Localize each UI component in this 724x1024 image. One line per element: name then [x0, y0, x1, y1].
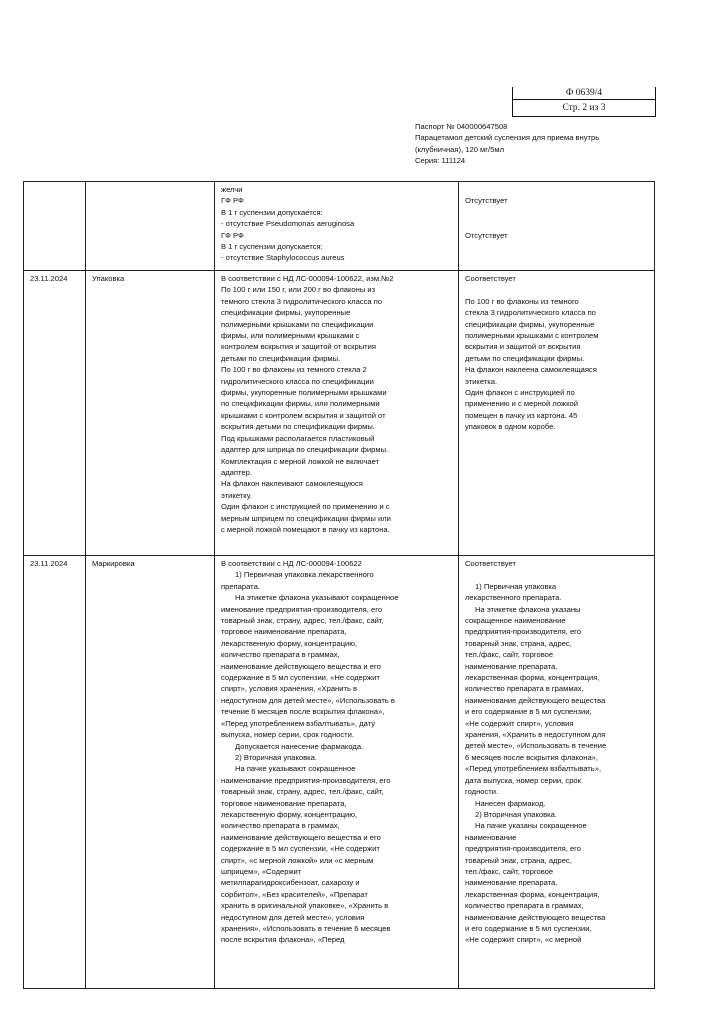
spec-line: выпуска, номер серии, срок годности. — [221, 730, 354, 740]
result-line: вскрытия и защитой от вскрытия — [465, 342, 581, 352]
result-line: хранения, «Хранить в недоступном для — [465, 730, 606, 740]
table-row — [24, 271, 655, 556]
result-line: По 100 г во флаконы из темного — [465, 296, 579, 306]
spec-line: количество препарата в граммах, — [221, 650, 340, 660]
spec-line: торговое наименование препарата, — [221, 627, 347, 637]
spec-line: темного стекла 3 гидролитического класса по — [221, 296, 383, 306]
spec-line: именование предприятия-производителя, его — [221, 604, 383, 614]
result-cell — [459, 182, 655, 271]
spec-line: контролем вскрытия и защитой от вскрытия — [221, 342, 376, 352]
result-line: упаковок в одном коробе. — [465, 422, 556, 432]
result-line: наименование препарата, — [465, 878, 558, 888]
spec-line: адаптер для шприца по спецификации фирмы. — [221, 445, 389, 455]
result-line: На пачке указаны сокращенное — [475, 821, 587, 831]
spec-line: хранения», «Использовать в течение 6 месяцев — [221, 924, 391, 933]
spec-line: Один флакон с инструкцией по применению и с — [221, 502, 390, 512]
result-line: детьми по спецификации фирмы. — [465, 353, 585, 363]
result-line: Соответствует — [465, 274, 516, 283]
result-line: количество препарата в граммах, — [465, 901, 584, 911]
passport-number: Паспорт № 040000647508 — [415, 122, 508, 131]
result-line: «Не содержит спирт», «с мерной — [465, 935, 582, 945]
result-line: 1) Первичная упаковка — [475, 581, 557, 591]
product-dose: (клубничная), 120 мг/5мл — [415, 144, 505, 154]
spec-line: крышками с контролем вскрытия и защитой от — [221, 410, 386, 420]
page-number: Стр. 2 из 3 — [562, 103, 606, 113]
spacer — [465, 207, 649, 218]
spec-line: 1) Первичная упаковка лекарственного — [235, 570, 374, 580]
spec-line: торговое наименование препарата, — [221, 798, 347, 808]
result-line: предприятия-производителя, его — [465, 844, 582, 854]
result-line: и его содержание в 5 мл суспензии, — [465, 707, 592, 717]
form-header-box — [512, 87, 656, 117]
result-line: «Перед употреблением взбалтывать», — [465, 764, 602, 774]
spec-line: после вскрытия флакона», «Перед — [221, 935, 345, 945]
spec-line: наименование действующего вещества и его — [221, 661, 381, 671]
result-line: 6 месяцев после вскрытия флакона», — [465, 752, 599, 762]
passport-block — [415, 121, 655, 167]
product-name: Парацетамол детский суспензия для приема внутрь — [415, 133, 600, 143]
result-line: этикетка. — [465, 376, 498, 386]
spec-line: На флакон наклеивают самоклеящуюся — [221, 479, 363, 489]
spec-line: 2) Вторичная упаковка. — [235, 752, 317, 762]
spec-cell — [215, 182, 459, 271]
spec-line: течение 6 месяцев после вскрытия флакона», — [221, 707, 385, 717]
result-line: Нанесен фармакод. — [475, 798, 546, 808]
result-line: лекарственного препарата. — [465, 593, 562, 603]
batch-number: Серия: 111124 — [415, 156, 466, 166]
result-line: 2) Вторичная упаковка. — [475, 809, 557, 819]
spec-line: По 100 г или 150 г, или 200 г во флаконы из — [221, 285, 376, 295]
spec-line: содержание в 5 мл суспензии, «Не содержит — [221, 673, 380, 683]
spacer — [465, 218, 649, 229]
spec-line: шприцем», «Содержит — [221, 866, 302, 876]
date-cell — [24, 182, 86, 271]
result-line: и его содержание в 5 мл суспензии, — [465, 923, 592, 933]
result-line: Один флакон с инструкцией по — [465, 388, 575, 398]
spec-line: «Перед употреблением взбалтывать», дату — [221, 718, 376, 728]
spec-line: В 1 г суспензии допускается: — [221, 242, 323, 252]
result-line: спецификации фирмы, укупоренные — [465, 319, 595, 329]
spec-line: В соответствии с НД ЛС-000094-100622, изм.№2 — [221, 274, 394, 283]
spec-line: хранить в оригинальной упаковке», «Хранить в — [221, 901, 389, 911]
result-line: На флакон наклеена самоклеящаяся — [465, 365, 597, 375]
spacer — [465, 184, 649, 195]
spec-line: желчи — [221, 185, 243, 194]
result-line: Отсутствует — [465, 196, 508, 206]
spec-line: На пачке указывают сокращенное — [235, 764, 356, 774]
result-line: На этикетке флакона указаны — [475, 604, 581, 614]
table-row — [24, 556, 655, 989]
spec-line: ГФ РФ — [221, 230, 244, 240]
result-line: количество препарата в граммах, — [465, 684, 584, 694]
spec-line: сорбитол», «Без красителей», «Препарат — [221, 889, 368, 899]
spec-line: фирмы, укупоренные полимерными крышками — [221, 388, 387, 398]
result-line: предприятия-производителя, его — [465, 627, 582, 637]
result-line: применению и с мерной ложкой — [465, 399, 578, 409]
indicator-cell — [86, 182, 215, 271]
result-line: полимерными крышками с контролем — [465, 331, 599, 341]
spec-line: ГФ РФ — [221, 196, 244, 206]
result-line: наименование действующего вещества — [465, 695, 606, 705]
result-line: тел./факс, сайт, торговое — [465, 650, 554, 660]
spacer — [465, 284, 649, 295]
spec-line: мерным шприцем по спецификации фирмы или — [221, 513, 391, 523]
result-line: лекарственная форма, концентрация, — [465, 673, 600, 683]
result-line: тел./факс, сайт, торговое — [465, 866, 554, 876]
spec-line: На этикетке флакона указывают сокращенное — [235, 593, 399, 603]
spec-line: с мерной ложкой помещают в пачку из картона. — [221, 524, 390, 534]
spec-line: препарата. — [221, 581, 260, 591]
result-line: лекарственная форма, концентрация, — [465, 889, 600, 899]
result-line: детей месте», «Использовать в течение — [465, 741, 607, 751]
spec-line: По 100 г во флаконы из темного стекла 2 — [221, 365, 367, 375]
spec-line: товарный знак, страну, адрес, тел./факс, сайт, — [221, 787, 384, 797]
spec-line: по спецификации фирмы, или полимерными — [221, 399, 380, 409]
spec-cell — [215, 556, 459, 989]
result-line: товарный знак, страна, адрес, — [465, 638, 572, 648]
result-line: «Не содержит спирт», условия — [465, 718, 574, 728]
spec-line: Комплектация с мерной ложкой не включает — [221, 456, 380, 466]
result-line: наименование действующего вещества — [465, 912, 606, 922]
form-box-border-bottom — [512, 116, 656, 117]
result-line: годности. — [465, 787, 499, 797]
spec-line: вскрытия детьми по спецификации фирмы. — [221, 422, 375, 432]
spec-line: недоступном для детей месте», «Использовать в — [221, 695, 395, 705]
spec-line: этикетку. — [221, 490, 252, 500]
spec-line: спирт», условия хранения, «Хранить в — [221, 684, 358, 694]
spec-line: спецификации фирмы, укупоренные — [221, 308, 351, 318]
spec-line: гидролитического класса по спецификации — [221, 376, 374, 386]
spec-line: содержание в 5 мл суспензии, «Не содержит — [221, 844, 380, 854]
result-line: наименование — [465, 832, 517, 842]
spec-line: лекарственную форму, концентрацию, — [221, 638, 358, 648]
date-cell: 23.11.2024 — [24, 556, 86, 989]
result-line: сокращенное наименование — [465, 616, 566, 626]
result-cell — [459, 556, 655, 989]
result-line: дата выпуска, номер серии, срок — [465, 775, 581, 785]
spec-line: метилпарагидроксибензоат, сахарозу и — [221, 878, 360, 888]
spec-line: Допускается нанесение фармакода. — [235, 741, 364, 751]
result-line: Соответствует — [465, 559, 516, 568]
spec-cell — [215, 271, 459, 556]
spec-line: количество препарата в граммах, — [221, 821, 340, 831]
spacer — [465, 569, 649, 580]
result-line: товарный знак, страна, адрес, — [465, 855, 572, 865]
result-line: стекла 3 гидролитического класса по — [465, 308, 596, 318]
spec-line: детьми по спецификации фирмы. — [221, 353, 341, 363]
result-line: Отсутствует — [465, 230, 508, 240]
spec-line: фирмы, или полимерными крышками с — [221, 331, 360, 341]
indicator-cell: Упаковка — [86, 271, 215, 556]
table-row — [24, 182, 655, 271]
spec-line: В 1 г суспензии допускается: — [221, 207, 323, 217]
quality-table — [23, 181, 655, 989]
spec-line: - отсутствие Pseudomonas aeruginosa — [221, 219, 355, 229]
spec-line: лекарственную форму, концентрацию, — [221, 809, 358, 819]
spec-line: наименование предприятия-производителя, его — [221, 775, 391, 785]
indicator-cell: Маркировка — [86, 556, 215, 989]
date-cell: 23.11.2024 — [24, 271, 86, 556]
spec-line: В соответствии с НД ЛС-000094-100622 — [221, 559, 362, 568]
spec-line: - отсутствие Staphylococcus aureus — [221, 253, 345, 263]
result-line: наименование препарата, — [465, 661, 558, 671]
spec-line: наименование действующего вещества и его — [221, 832, 381, 842]
form-code: Ф 0639/4 — [565, 88, 603, 98]
spec-line: недоступном для детей месте», условия — [221, 912, 365, 922]
spec-line: товарный знак, страну, адрес, тел./факс, сайт, — [221, 616, 384, 626]
result-line: помещен в пачку из картона. 45 — [465, 410, 578, 420]
spec-line: Под крышками располагается пластиковый — [221, 433, 375, 443]
spec-line: спирт», «с мерной ложкой» или «с мерным — [221, 855, 374, 865]
result-cell — [459, 271, 655, 556]
spec-line: адаптер. — [221, 467, 252, 477]
spec-line: полимерными крышками по спецификации — [221, 319, 374, 329]
